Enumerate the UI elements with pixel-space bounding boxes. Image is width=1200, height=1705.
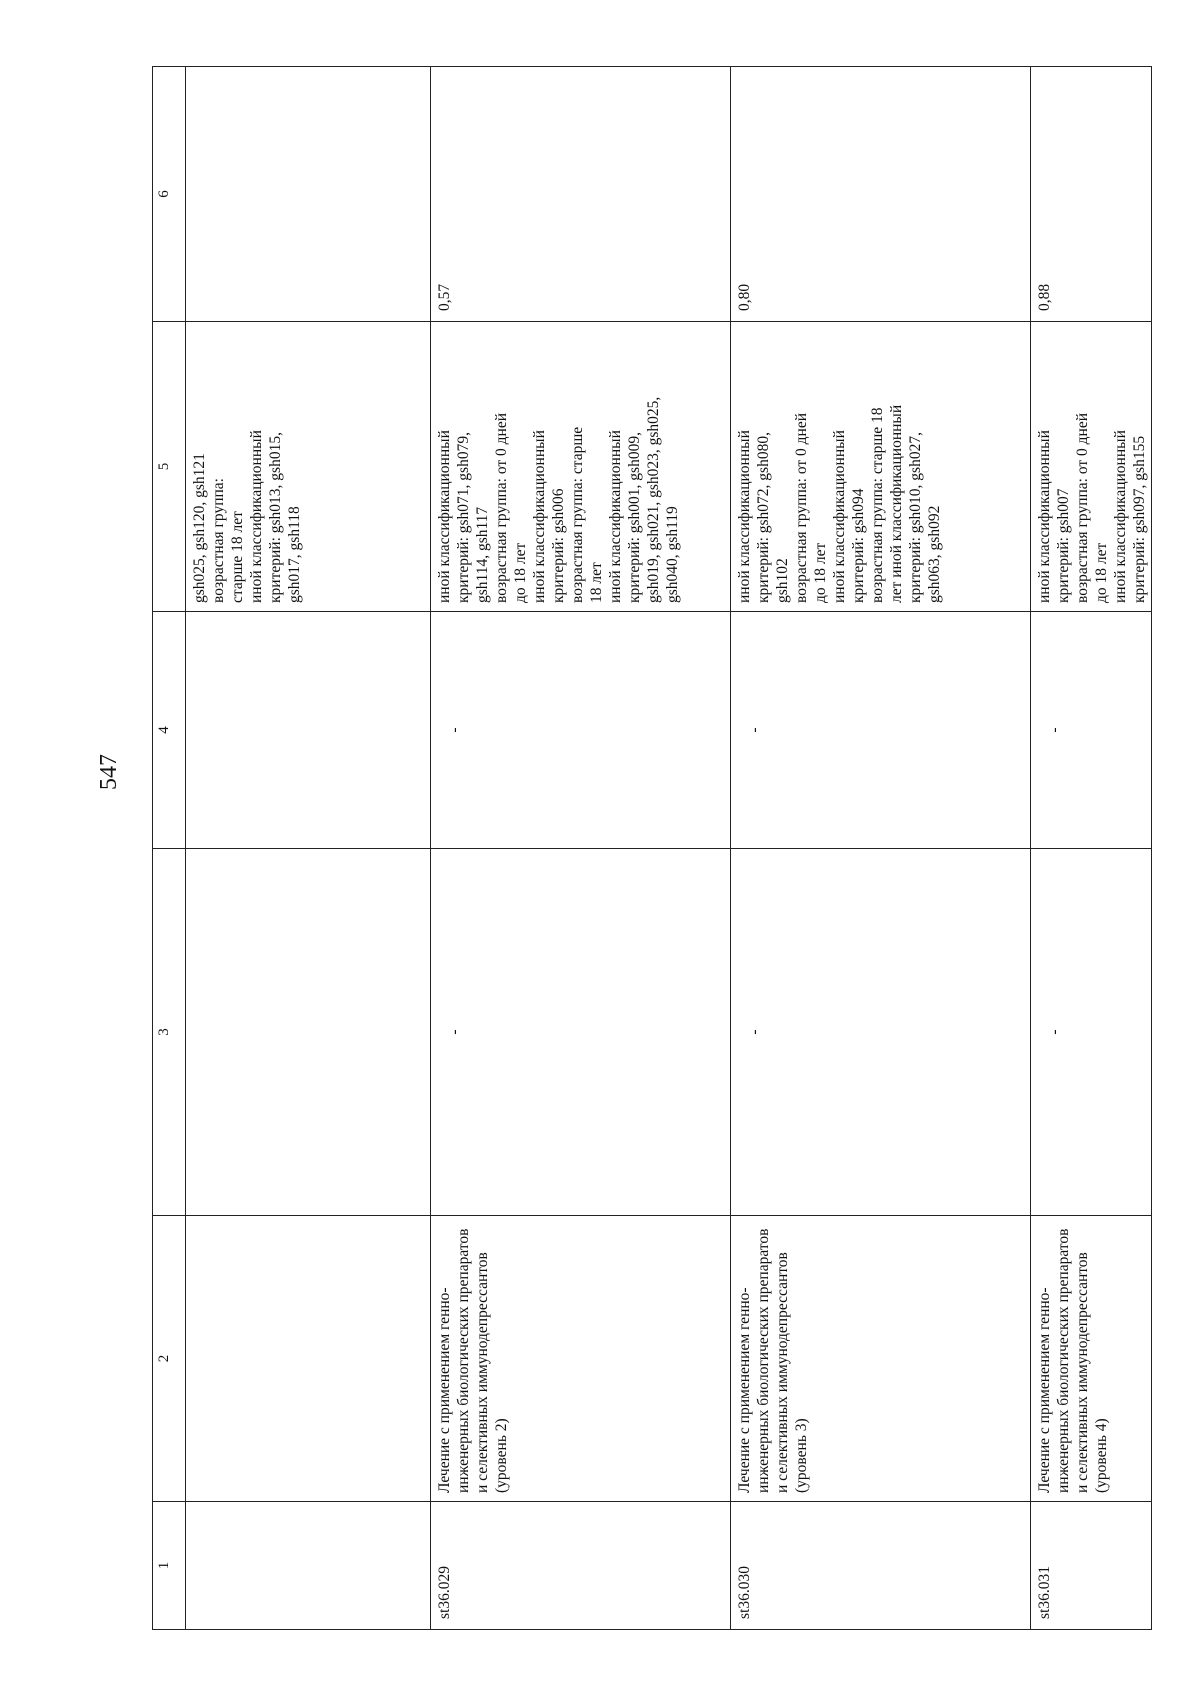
row-col4: - [1031,612,1152,849]
column-header-5: 5 [153,322,186,612]
row-coefficient: 0,80 [731,67,1031,322]
row-col3: - [1031,849,1152,1216]
row-coefficient: 0,57 [431,67,731,322]
table-row [431,67,731,1630]
table-row [186,67,431,1630]
row-col4 [186,612,431,849]
row-code [186,1502,431,1630]
row-code: st36.031 [1031,1502,1152,1630]
tariff-table [152,66,1152,1630]
row-code: st36.029 [431,1502,731,1630]
page-number: 547 [96,754,122,790]
column-header-6: 6 [153,67,186,322]
row-criteria: иной классификационный критерий: gsh072, gsh080, gsh102 возрастная группа: от 0 дней до 18 лет иной классификационный критерий: gsh094 возрастная группа: старше 18 лет иной классификационный критерий: gsh010, gsh027, gsh063, gsh092 [731,322,1031,612]
row-coefficient [186,67,431,322]
row-name [186,1216,431,1502]
row-name: Лечение с применением генно-инженерных биологических препаратов и селективных иммунодепрессантов (уровень 3) [731,1216,1031,1502]
row-criteria: gsh025, gsh120, gsh121 возрастная группа: старше 18 лет иной классификационный критерий: gsh013, gsh015, gsh017, gsh118 [186,322,431,612]
row-col4: - [431,612,731,849]
row-col3 [186,849,431,1216]
row-col3: - [731,849,1031,1216]
row-coefficient: 0,88 [1031,67,1152,322]
row-col3: - [431,849,731,1216]
column-header-4: 4 [153,612,186,849]
row-criteria: иной классификационный критерий: gsh007 возрастная группа: от 0 дней до 18 лет иной классификационный критерий: gsh097, gsh155 [1031,322,1152,612]
row-col4: - [731,612,1031,849]
row-name: Лечение с применением генно-инженерных биологических препаратов и селективных иммунодепрессантов (уровень 4) [1031,1216,1152,1502]
row-name: Лечение с применением генно-инженерных биологических препаратов и селективных иммунодепрессантов (уровень 2) [431,1216,731,1502]
table-row [731,67,1031,1630]
table-container [152,67,1148,1630]
column-header-1: 1 [153,1502,186,1630]
row-code: st36.030 [731,1502,1031,1630]
column-header-2: 2 [153,1216,186,1502]
table-row [1031,67,1152,1630]
header-row [153,67,186,1630]
row-criteria: иной классификационный критерий: gsh071, gsh079, gsh114, gsh117 возрастная группа: от 0 дней до 18 лет иной классификационный критерий: gsh006 возрастная группа: старше 18 лет иной классификационный критерий: gsh001, gsh009, gsh019, gsh021, gsh023, gsh025, gsh040, gsh119 [431,322,731,612]
column-header-3: 3 [153,849,186,1216]
